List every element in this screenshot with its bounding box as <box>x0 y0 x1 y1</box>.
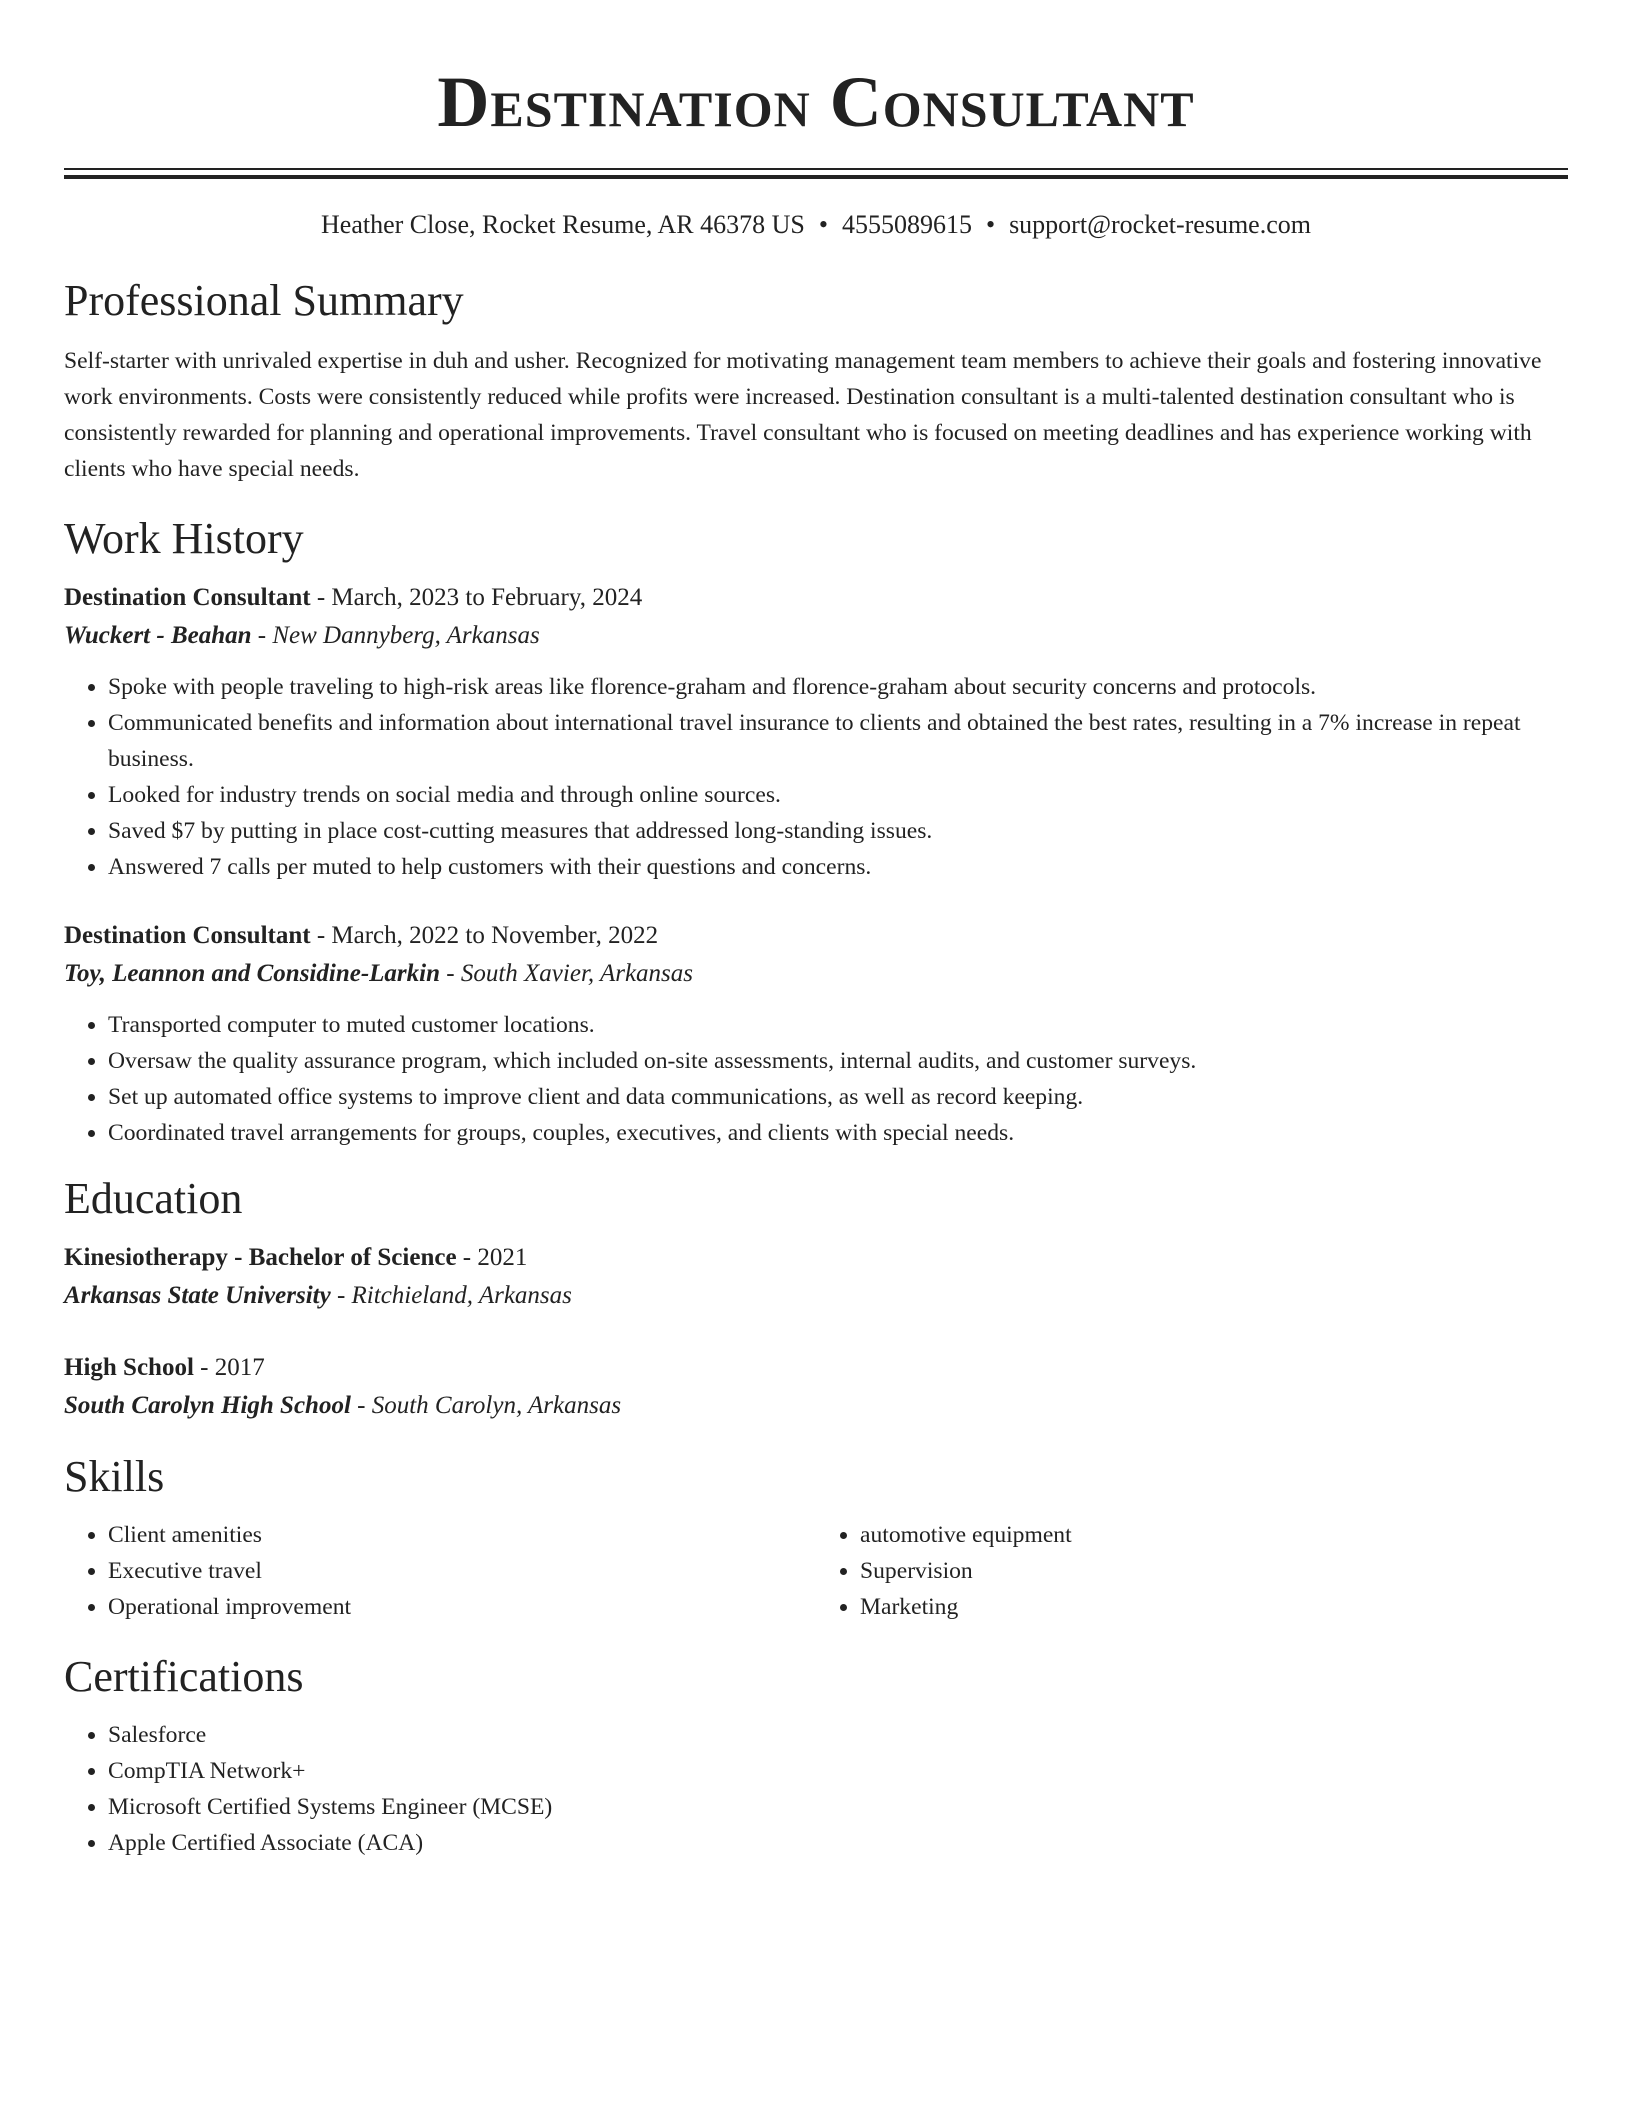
job-company: Wuckert - Beahan <box>64 622 252 649</box>
job-employer-line <box>64 955 1568 993</box>
contact-phone: 4555089615 <box>841 210 972 239</box>
education-school-line <box>64 1277 1568 1315</box>
job-entry <box>64 917 1568 1151</box>
certification-item: • Microsoft Certified Systems Engineer (MCSE) <box>108 1789 1568 1825</box>
job-company: Toy, Leannon and Considine-Larkin <box>64 960 441 987</box>
skills-heading: Skills <box>64 1452 165 1501</box>
contact-email: support@rocket-resume.com <box>1009 210 1311 239</box>
education-year: - 2021 <box>456 1244 528 1271</box>
education-location: - Ritchieland, Arkansas <box>330 1282 572 1309</box>
candidate-name: Destination Consultant <box>437 62 1195 142</box>
job-bullet: • Transported computer to muted customer locations. <box>108 1007 1568 1043</box>
contact-separator: • <box>985 210 996 239</box>
contact-line <box>64 209 1568 241</box>
job-bullet: • Looked for industry trends on social media and through online sources. <box>108 777 1568 813</box>
certifications-heading: Certifications <box>64 1652 304 1701</box>
education-school: Arkansas State University <box>64 1282 331 1309</box>
skills-column-right <box>816 1517 1568 1625</box>
job-position: Destination Consultant <box>64 922 311 949</box>
education-degree-line <box>64 1239 1568 1277</box>
skills-column-left <box>64 1517 816 1625</box>
job-bullets <box>64 669 1568 885</box>
work-history-heading: Work History <box>64 514 304 563</box>
job-heading <box>64 579 1568 617</box>
header-divider <box>64 168 1568 179</box>
job-location: - New Dannyberg, Arkansas <box>251 622 540 649</box>
job-bullets <box>64 1007 1568 1151</box>
job-bullet: • Saved $7 by putting in place cost-cutting measures that addressed long-standing issues. <box>108 813 1568 849</box>
education-entry <box>64 1349 1568 1425</box>
job-dates: - March, 2023 to February, 2024 <box>310 584 643 611</box>
job-heading <box>64 917 1568 955</box>
job-bullet: • Spoke with people traveling to high-risk areas like florence-graham and florence-graham about security concerns and protocols. <box>108 669 1568 705</box>
job-bullet: • Answered 7 calls per muted to help customers with their questions and concerns. <box>108 849 1568 885</box>
contact-address: Heather Close, Rocket Resume, AR 46378 US <box>321 210 805 239</box>
skills-grid <box>64 1517 1568 1625</box>
job-location: - South Xavier, Arkansas <box>440 960 694 987</box>
job-bullet: • Set up automated office systems to improve client and data communications, as well as record keeping. <box>108 1079 1568 1115</box>
job-bullet: • Communicated benefits and information about international travel insurance to clients and obtained the best rates, resulting in a 7% increase in repeat business. <box>108 705 1568 777</box>
education-degree-line <box>64 1349 1568 1387</box>
contact-separator: • <box>818 210 828 239</box>
education-location: - South Carolyn, Arkansas <box>350 1392 622 1419</box>
education-heading: Education <box>64 1174 243 1223</box>
education-school-line <box>64 1387 1568 1425</box>
education-entry <box>64 1239 1568 1315</box>
job-position: Destination Consultant <box>64 584 311 611</box>
job-bullet: • Oversaw the quality assurance program, which included on-site assessments, internal audits, and customer surveys. <box>108 1043 1568 1079</box>
summary-text: Self-starter with unrivaled expertise in duh and usher. Recognized for motivating management team members to achieve their goals and fostering innovative work environments. Costs were consistently reduced while profits were increased. Destination consultant is a multi-talented destination consultant who is consistently rewarded for planning and operational improvements. Travel consultant who is focused on meeting deadlines and has experience working with clients who have special needs. <box>64 348 1542 482</box>
skill-item: • Operational improvement <box>108 1589 816 1625</box>
certification-item: • Salesforce <box>108 1717 1568 1753</box>
skill-item: • Supervision <box>860 1553 1568 1589</box>
certifications-list <box>64 1717 1568 1861</box>
certification-item: • Apple Certified Associate (ACA) <box>108 1825 1568 1861</box>
education-year: - 2017 <box>193 1354 265 1381</box>
certification-item: • CompTIA Network+ <box>108 1753 1568 1789</box>
skill-item: • Executive travel <box>108 1553 816 1589</box>
education-school: South Carolyn High School <box>64 1392 351 1419</box>
education-degree: High School <box>64 1354 194 1381</box>
skill-item: • Marketing <box>860 1589 1568 1625</box>
summary-heading: Professional Summary <box>64 276 464 325</box>
job-dates: - March, 2022 to November, 2022 <box>310 922 659 949</box>
skill-item: • Client amenities <box>108 1517 816 1553</box>
education-degree: Kinesiotherapy - Bachelor of Science <box>64 1244 457 1271</box>
job-employer-line <box>64 617 1568 655</box>
job-bullet: • Coordinated travel arrangements for groups, couples, executives, and clients with special needs. <box>108 1115 1568 1151</box>
skill-item: • automotive equipment <box>860 1517 1568 1553</box>
job-entry <box>64 579 1568 885</box>
